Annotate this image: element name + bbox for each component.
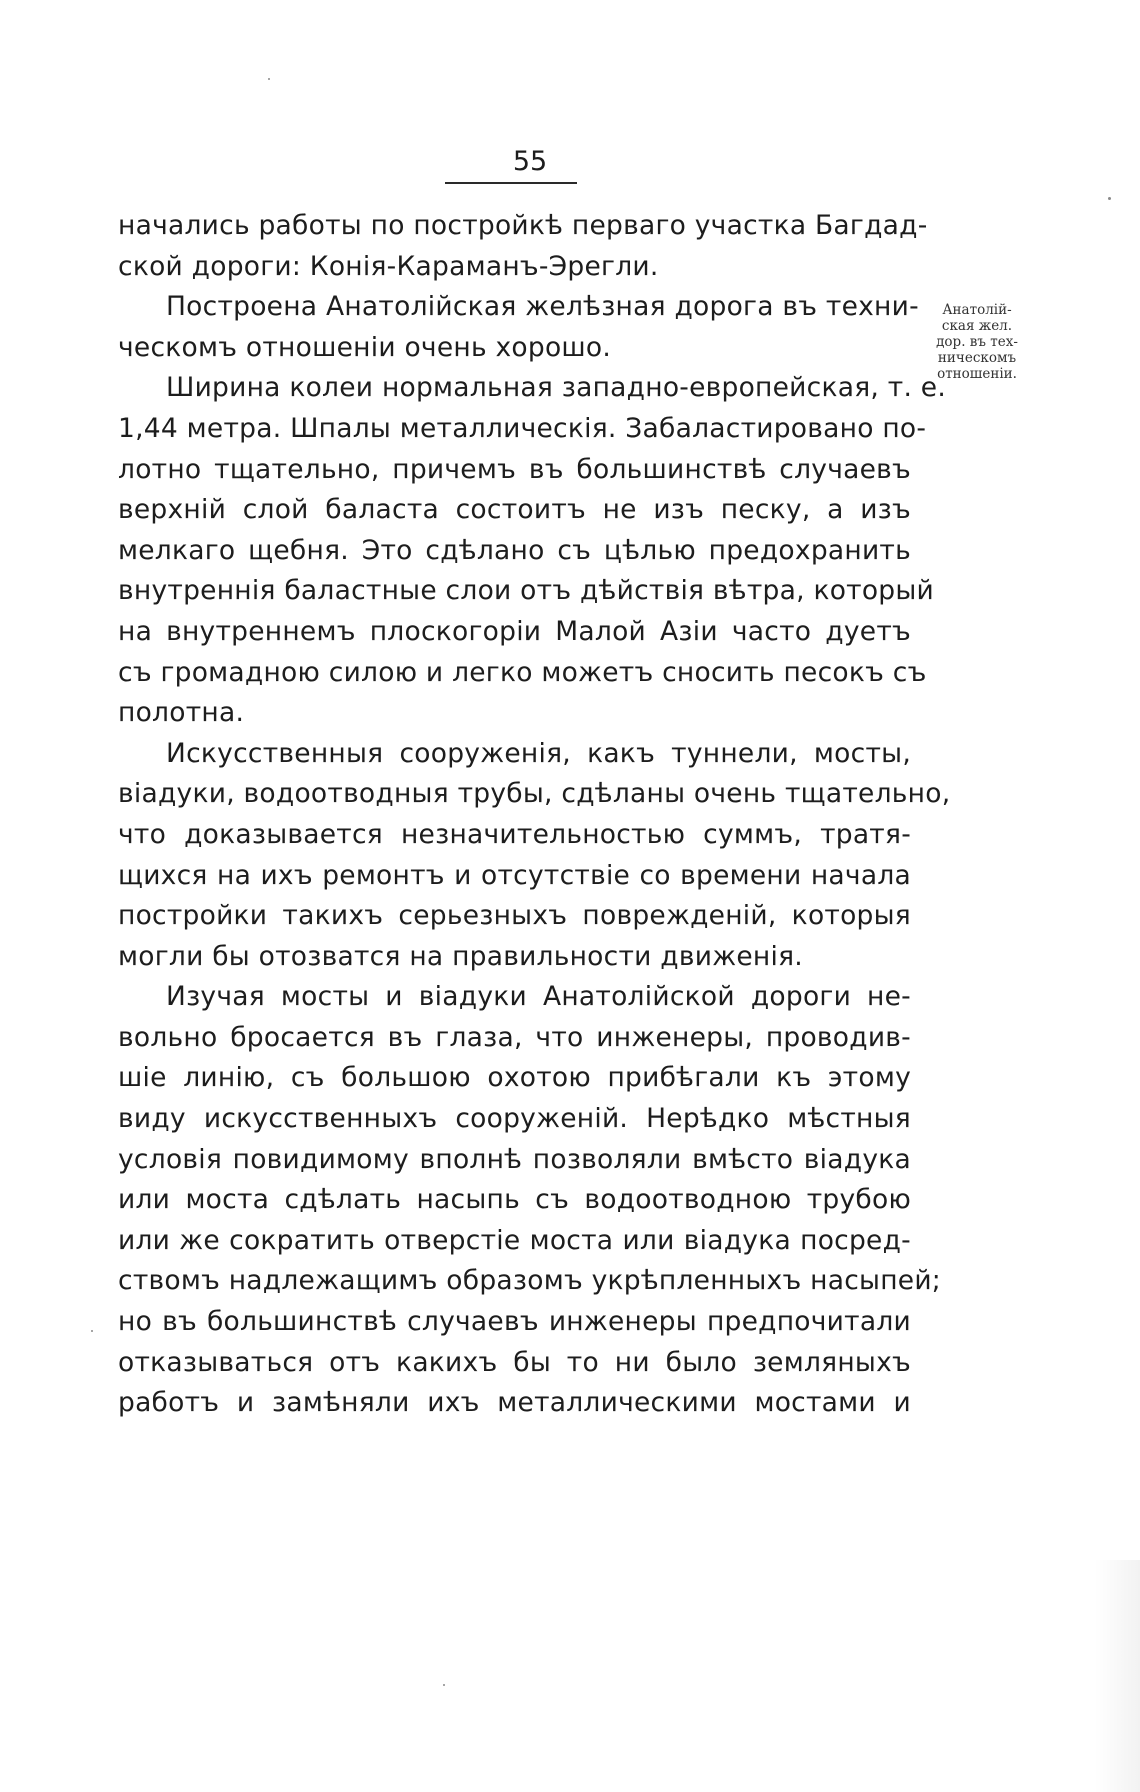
page-edge-shade	[1094, 1560, 1140, 1792]
page-number-rule	[445, 182, 577, 184]
text-line: ствомъ надлежащимъ образомъ укрѣпленныхъ насыпей;	[118, 1265, 941, 1297]
scan-speck	[1108, 197, 1111, 200]
text-line: Ширина колеи нормальная западно-европейская, т. е.	[166, 372, 947, 404]
page-number: 55	[512, 146, 548, 177]
text-line: шіе линію, съ большою охотою прибѣгали къ этому	[118, 1062, 911, 1094]
text-line: щихся на ихъ ремонтъ и отсутствіе со времени начала	[118, 859, 911, 891]
scan-speck	[443, 1684, 445, 1686]
paragraph-1	[118, 206, 928, 287]
scan-speck	[268, 78, 270, 80]
text-line: но въ большинствѣ случаевъ инженеры предпочитали	[118, 1306, 911, 1338]
margin-note-line: ническомъ	[937, 350, 1017, 366]
text-line: вольно бросается въ глаза, что инженеры, проводив-	[118, 1021, 911, 1053]
scan-speck	[91, 1330, 93, 1332]
text-line: ческомъ отношеніи очень хорошо.	[118, 331, 612, 363]
text-line: мелкаго щебня. Это сдѣлано съ цѣлью предохранить	[118, 534, 911, 566]
text-line: постройки такихъ серьезныхъ поврежденій, которыя	[118, 900, 911, 932]
text-line: 1,44 метра. Шпалы металлическія. Забаластировано по-	[118, 412, 927, 444]
text-line: віадуки, водоотводныя трубы, сдѣланы очень тщательно,	[118, 778, 951, 810]
text-line: на внутреннемъ плоскогоріи Малой Азіи часто дуетъ	[118, 615, 911, 647]
text-line: ской дороги: Конія-Караманъ-Эрегли.	[118, 250, 659, 282]
text-line: виду искусственныхъ сооруженій. Нерѣдко мѣстныя	[118, 1103, 911, 1135]
text-line: начались работы по постройкѣ перваго участка Багдад-	[118, 210, 928, 241]
margin-note-line: отношеніи.	[937, 366, 1017, 382]
text-line: Изучая мосты и віадуки Анатолійской дороги не-	[166, 981, 911, 1013]
text-line: полотна.	[118, 697, 245, 729]
text-line: отказываться отъ какихъ бы то ни было земляныхъ	[118, 1346, 911, 1378]
text-line: или моста сдѣлать насыпь съ водоотводною трубою	[118, 1184, 911, 1216]
text-line: что доказывается незначительностью суммъ, тратя-	[118, 818, 911, 850]
paragraph-5	[118, 977, 941, 1424]
margin-note-line: Анатолій-	[942, 302, 1012, 318]
margin-note-line: дор. въ тех-	[936, 334, 1018, 350]
text-line: верхній слой баласта состоитъ не изъ песку, а изъ	[118, 494, 911, 526]
text-line: или же сократить отверстіе моста или віадука посред-	[118, 1224, 911, 1256]
text-line: лотно тщательно, причемъ въ большинствѣ случаевъ	[118, 453, 911, 485]
body-text	[118, 206, 951, 1424]
text-line: условія повидимому вполнѣ позволяли вмѣсто віадука	[118, 1143, 911, 1175]
text-line: могли бы отозватся на правильности движенія.	[118, 940, 803, 972]
text-line: работъ и замѣняли ихъ металлическими мостами и	[118, 1387, 911, 1419]
margin-note-line: ская жел.	[941, 318, 1013, 334]
text-line: Построена Анатолійская желѣзная дорога въ техни-	[166, 291, 919, 323]
paragraph-2	[118, 287, 919, 368]
text-line: внутреннія баластные слои отъ дѣйствія вѣтра, который	[118, 575, 935, 607]
text-line: съ громадною силою и легко можетъ сносить песокъ съ	[118, 656, 927, 688]
paragraph-4	[118, 734, 951, 978]
paragraph-3	[118, 368, 947, 733]
text-line: Искусственныя сооруженія, какъ туннели, мосты,	[166, 737, 911, 769]
